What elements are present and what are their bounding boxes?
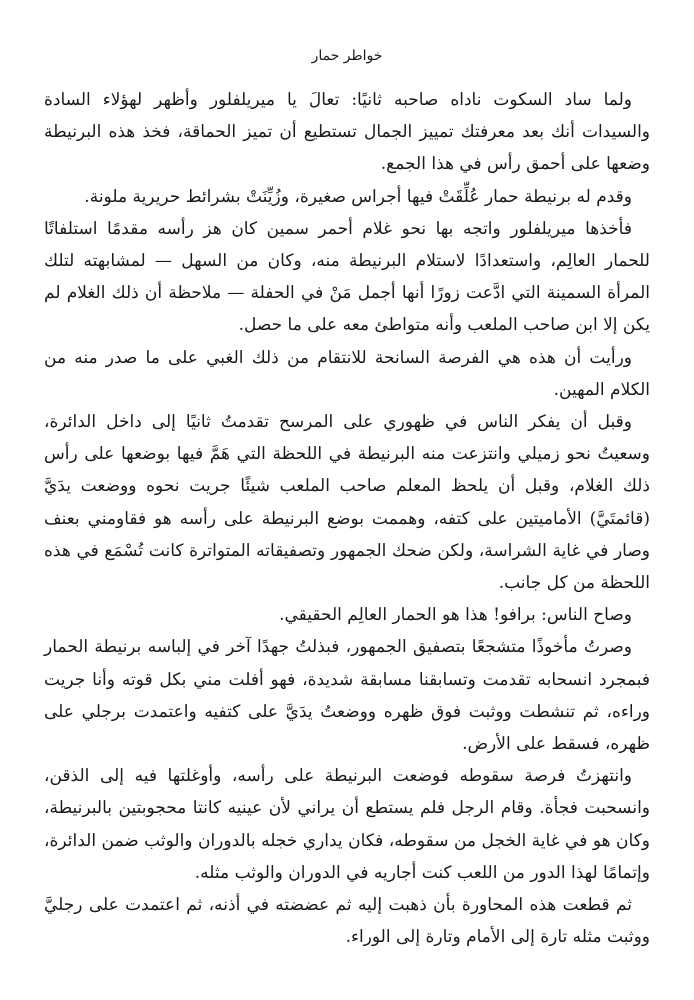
running-header: خواطر حمار <box>311 48 383 64</box>
paragraph: وقدم له برنيطة حمار عُلِّقَتْ فيها أجراس صغيرة، وزُيِّنَتْ بشرائط حريرية ملونة. <box>84 186 632 207</box>
paragraph: ورأيت أن هذه هي الفرصة السانحة للانتقام من ذلك الغبي على ما صدر منه من الكلام المهين. <box>44 347 650 400</box>
paragraph: وقبل أن يفكر الناس في ظهوري على المرسح تقدمتُ ثانيًا إلى داخل الدائرة، وسعيتُ نحو زميلي وانتزعت منه البرنيطة في اللحظة التي هَمَّ فيها بوضعها على رأس ذلك الغلام، وقبل أن يلحظ المعلم صاحب الملعب شيئًا جريت نحوه ووضعت يدَيَّ (قائمتَيَّ) الأماميتين على كتفه، وهممت بوضع البرنيطة على رأسه هو فقاومني بعنف وصار في غاية الشراسة، ولكن ضحك الجمهور وتصفيقاته المتواترة كانت تُسْمَع في هذه اللحظة من كل جانب. <box>44 412 650 594</box>
paragraph: وصاح الناس: برافو! هذا هو الحمار العالِم الحقيقي. <box>279 605 632 626</box>
paragraph: وانتهزتُ فرصة سقوطه فوضعت البرنيطة على رأسه، وأوغلتها فيه إلى الذقن، وانسحبت فجأة. وقام الرجل فلم يستطع أن يراني لأن عينيه كانتا محجوبتين بالبرنيطة، وكان هو في غاية الخجل من سقوطه، فكان يداري خجله بالدوران والوثب ضمن الدائرة، وإتمامًا لهذا الدور من اللعب كنت أجاريه في الدوران والوثب مثله. <box>44 766 650 883</box>
paragraph: ولما ساد السكوت ناداه صاحبه ثانيًا: تعالَ يا ميريلفلور وأظهر لهؤلاء السادة والسيدات أنك بعد معرفتك تمييز الجمال تستطيع أن تميز الحماقة، فخذ هذه البرنيطة وضعها على أحمق رأس في هذا الجمع. <box>44 90 650 175</box>
paragraph: ثم قطعت هذه المحاورة بأن ذهبت إليه ثم عضضته في أذنه، ثم اعتمدت على رجليَّ ووثبت مثله تارة إلى الأمام وتارة إلى الوراء. <box>44 895 650 948</box>
paragraph: فأخذها ميريلفلور واتجه بها نحو غلام أحمر سمين كان هز رأسه مقدمًا استلفاتًا للحمار العالِم، واستعدادًا لاستلام البرنيطة منه، وكان من السهل — لمشابهته لتلك المرأة السمينة التي ادَّعت زورًا أنها أجمل مَنْ في الحفلة — ملاحظة أن ذلك الغلام لم يكن إلا ابن صاحب الملعب وأنه متواطئ معه على ما حصل. <box>44 218 650 336</box>
paragraph: وصرتُ مأخوذًا متشجعًا بتصفيق الجمهور، فبذلتُ جهدًا آخر في إلباسه برنيطة الحمار فبمجرد انسحابه تقدمت وتسابقنا مسابقة شديدة، فهو أفلت مني بكل قوته وأنا جريت وراءه، ثم تنشطت ووثبت فوق ظهره ووضعتُ يدَيَّ على كتفيه واعتمدت برجلي على ظهره، فسقط على الأرض. <box>44 637 650 755</box>
body-text <box>44 84 650 953</box>
